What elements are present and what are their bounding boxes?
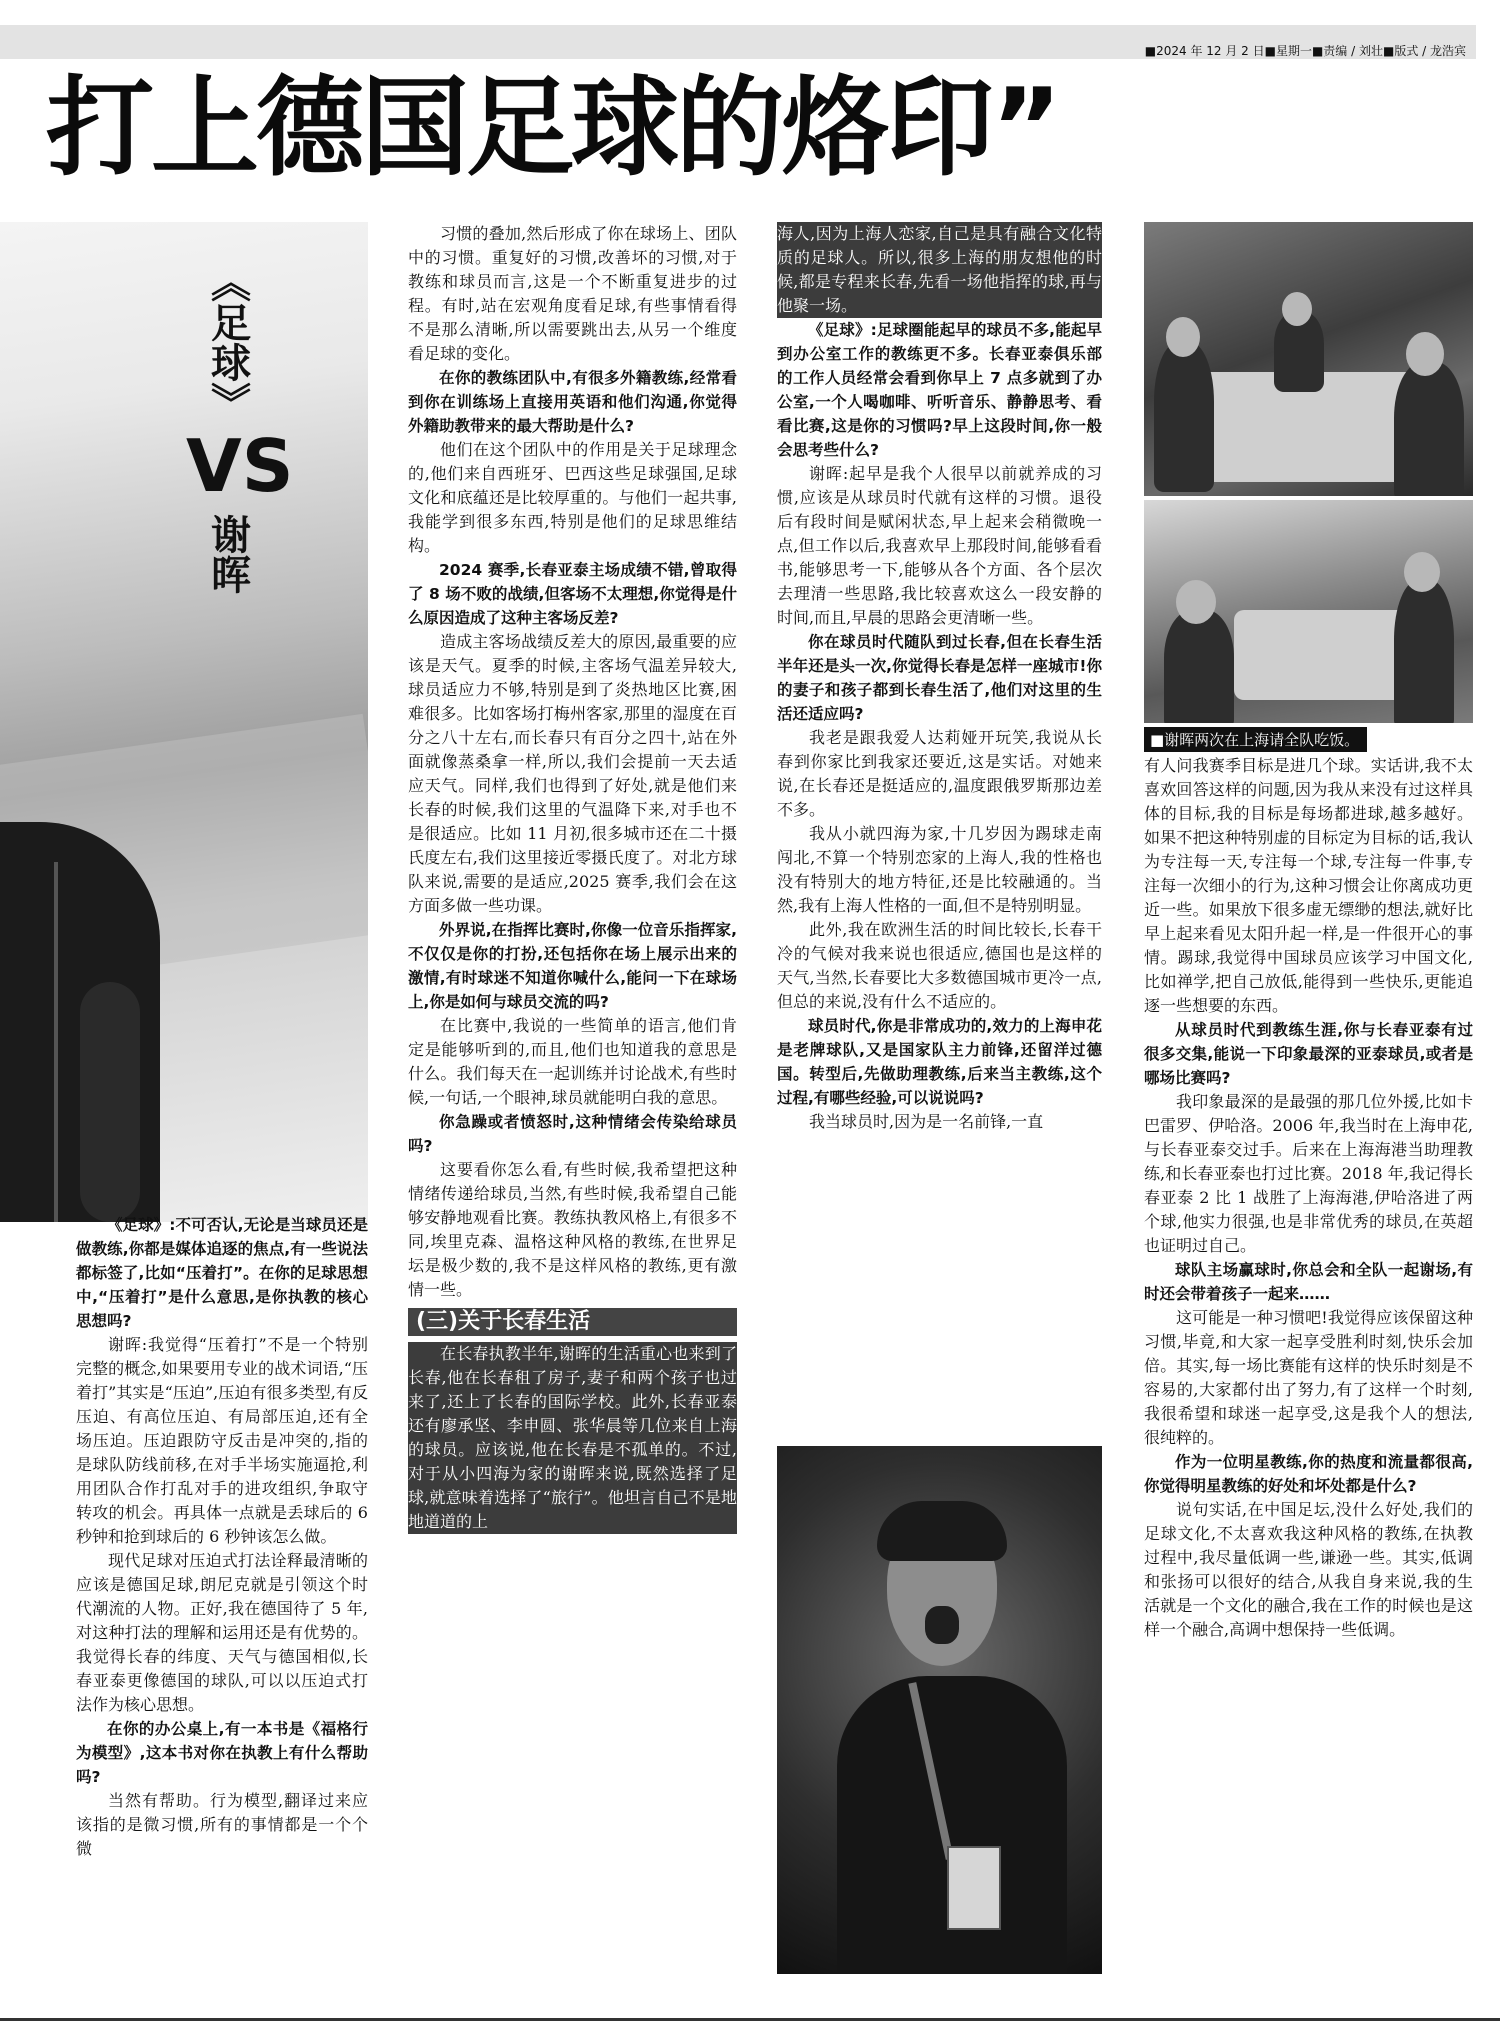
photo-caption: ■谢晖两次在上海请全队吃饭。 — [1144, 727, 1367, 752]
headline: 打上德国足球的烙印” — [46, 66, 1059, 191]
question: 《足球》:不可否认,无论是当球员还是做教练,你都是媒体追逐的焦点,有一些说法都标签了,比如“压着打”。在你的足球思想中,“压着打”是什么意思,是你执教的核心思想吗? — [76, 1216, 368, 1330]
paragraph: 当然有帮助。行为模型,翻译过来应该指的是微习惯,所有的事情都是一个个微 — [76, 1791, 368, 1858]
question: 球队主场赢球时,你总会和全队一起谢场,有时还会带着孩子一起来…… — [1144, 1261, 1473, 1303]
photo-shape — [1166, 317, 1200, 357]
paragraph: 有人问我赛季目标是进几个球。实话讲,我不太喜欢回答这样的问题,因为我从来没有过这样具体的目标,我的目标是每场都进球,越多越好。如果不把这种特别虚的目标定为目标的话,我认为专注每一天,专注每一个球,专注每一件事,专注每一次细小的行为,这种习惯会让你离成功更近一些。如果放下很多虚无缥缈的想法,就好比早上起来看见太阳升起一样,是一件很开心的事情。踢球,我觉得中国球员应该学习中国文化,比如禅学,把自己放低,能得到一些快乐,更能追逐一些想要的东西。 — [1144, 756, 1473, 1015]
section-title: (三)关于长春生活 — [408, 1308, 737, 1336]
answer: 谢晖:我觉得“压着打”不是一个特别完整的概念,如果要用专业的战术词语,“压着打”其实是“压迫”,压迫有很多类型,有反压迫、有高位压迫、有局部压迫,还有全场压迫。压迫跟防守反击是冲突的,指的是球队防线前移,在对手半场实施逼抢,利用团队合作打乱对手的进攻组织,争取守转攻的机会。再具体一点就是丢球后的 6 秒钟和抢到球后的 6 秒钟该怎么做。 — [76, 1335, 368, 1546]
question: 你在球员时代随队到过长春,但在长春生活半年还是头一次,你觉得长春是怎样一座城市!你的妻子和孩子都到长春生活了,他们对这里的生活还适应吗? — [777, 633, 1102, 723]
paragraph: 此外,我在欧洲生活的时间比较长,长春干冷的气候对我来说也很适应,德国也是这样的天气,当然,长春要比大多数德国城市更冷一点,但总的来说,没有什么不适应的。 — [777, 920, 1102, 1011]
paragraph: 我印象最深的是最强的那几位外援,比如卡巴雷罗、伊哈洛。2006 年,我当时在上海申花,与长春亚泰交过手。后来在上海海港当助理教练,和长春亚泰也打过比赛。2018 年,我记得长春亚泰 2 比 1 战胜了上海海港,伊哈洛进了两个球,他实力很强,也是非常优秀的球员,在英超也证明过自己。 — [1144, 1092, 1473, 1255]
column-3 — [777, 222, 1102, 1134]
photo-shape — [877, 1501, 1007, 1561]
photo-shape — [1282, 292, 1312, 326]
question: 你急躁或者愤怒时,这种情绪会传染给球员吗? — [408, 1113, 737, 1155]
vs-top-text: 《足球》 — [204, 262, 251, 422]
dateline: ■2024 年 12 月 2 日■星期一■责编 / 刘壮■版式 / 龙浩宾 — [1144, 44, 1466, 58]
paragraph: 他们在这个团队中的作用是关于足球理念的,他们来自西班牙、巴西这些足球强国,足球文化和底蕴还是比较厚重的。与他们一起共事,我能学到很多东西,特别是他们的足球思维结构。 — [408, 440, 737, 555]
question: 在你的教练团队中,有很多外籍教练,经常看到你在训练场上直接用英语和他们沟通,你觉得外籍助教带来的最大帮助是什么? — [408, 369, 737, 435]
question: 在你的办公桌上,有一本书是《福格行为模型》,这本书对你在执教上有什么帮助吗? — [76, 1720, 368, 1786]
vs-title — [168, 262, 294, 594]
column-4 — [1144, 754, 1473, 1642]
bottom-rule — [0, 2018, 1500, 2021]
paragraph: 造成主客场战绩反差大的原因,最重要的应该是天气。夏季的时候,主客场气温差异较大,球员适应力不够,特别是到了炎热地区比赛,困难很多。比如客场打梅州客家,那里的湿度在百分之八十左右,而长春只有百分之四十,站在外面就像蒸桑拿一样,所以,我们会提前一天去适应天气。同样,我们也得到了好处,就是他们来长春的时候,我们这里的气温降下来,对手也不是很适应。比如 11 月初,很多城市还在二十摄氏度左右,我们这里接近零摄氏度了。对北方球队来说,需要的是适应,2025 赛季,我们会在这方面多做一些功课。 — [408, 632, 737, 915]
photo-shape — [925, 1606, 959, 1644]
coat-zip-shape — [54, 862, 58, 1222]
paragraph: 在比赛中,我说的一些简单的语言,他们肯定是能够听到的,而且,他们也知道我的意思是什么。我们每天在一起训练并讨论战术,有些时候,一句话,一个眼神,球员就能明白我的意思。 — [408, 1016, 737, 1107]
team-dinner-photo-2 — [1144, 500, 1473, 723]
paragraph: 我老是跟我爱人达莉娅开玩笑,我说从长春到你家比到我家还要近,这是实话。对她来说,在长春还是挺适应的,温度跟俄罗斯那边差不多。 — [777, 728, 1102, 819]
paragraph: 我从小就四海为家,十几岁因为踢球走南闯北,不算一个特别恋家的上海人,我的性格也没有特别大的地方特征,还是比较融通的。当然,我有上海人性格的一面,但不是特别明显。 — [777, 824, 1102, 915]
paragraph: 我当球员时,因为是一名前锋,一直 — [809, 1112, 1044, 1131]
photo-shape — [1394, 580, 1454, 723]
team-dinner-photo-1 — [1144, 222, 1473, 496]
coat-sleeve-shape — [80, 982, 140, 1222]
coach-shouting-photo — [777, 1446, 1102, 1974]
column-2 — [408, 222, 737, 1534]
question: 作为一位明星教练,你的热度和流量都很高,你觉得明星教练的好处和坏处都是什么? — [1144, 1453, 1473, 1495]
question: 2024 赛季,长春亚泰主场成绩不错,曾取得了 8 场不败的战绩,但客场不太理想,你觉得是什么原因造成了这种主客场反差? — [408, 561, 737, 627]
paragraph: 这可能是一种习惯吧!我觉得应该保留这种习惯,毕竟,和大家一起享受胜利时刻,快乐会加倍。其实,每一场比赛能有这样的快乐时刻是不容易的,大家都付出了努力,有了这样一个时刻,我很希望和球迷一起享受,这是我个人的想法,很纯粹的。 — [1144, 1308, 1473, 1447]
question: 从球员时代到教练生涯,你与长春亚泰有过很多交集,能说一下印象最深的亚泰球员,或者是哪场比赛吗? — [1144, 1021, 1473, 1087]
photo-shape — [1406, 332, 1444, 376]
vs-mid-text: VS — [186, 424, 294, 508]
paragraph: 习惯的叠加,然后形成了你在球场上、团队中的习惯。重复好的习惯,改善坏的习惯,对于教练和球员而言,这是一个不断重复进步的过程。有时,站在宏观角度看足球,有些事情看得不是那么清晰,所以需要跳出去,从另一个维度看足球的变化。 — [408, 224, 737, 363]
paragraph: 说句实话,在中国足坛,没什么好处,我们的足球文化,不太喜欢我这种风格的教练,在执教过程中,我尽量低调一些,谦逊一些。其实,低调和张扬可以很好的结合,从我自身来说,我的生活就是一个文化的融合,我在工作的时候也是这样一个融合,高调中想保持一些低调。 — [1144, 1500, 1473, 1639]
answer: 谢晖:起早是我个人很早以前就养成的习惯,应该是从球员时代就有这样的习惯。退役后有段时间是赋闲状态,早上起来会稍微晚一点,但工作以后,我喜欢早上那段时间,能够看看书,能够思考一下,能够从各个方面、各个层次去理清一些思路,我比较喜欢这么一段安静的时间,而且,早晨的思路会更清晰一些。 — [777, 464, 1102, 627]
photo-shape — [947, 1846, 1001, 1930]
vs-bottom-text: 谢晖 — [204, 514, 251, 594]
paragraph: 这要看你怎么看,有些时候,我希望把这种情绪传递给球员,当然,有些时候,我希望自己能够安静地观看比赛。教练执教风格上,有很多不同,埃里克森、温格这种风格的教练,在世界足坛是极少数的,我不是这样风格的教练,更有激情一些。 — [408, 1160, 737, 1299]
photo-shape — [1394, 362, 1464, 496]
photo-shape — [1404, 552, 1440, 592]
highlight-paragraph: 海人,因为上海人恋家,自己是具有融合文化特质的足球人。所以,很多上海的朋友想他的时候,都是专程来长春,先看一场他指挥的球,再与他聚一场。 — [777, 222, 1102, 318]
paragraph: 现代足球对压迫式打法诠释最清晰的应该是德国足球,朗尼克就是引领这个时代潮流的人物。正好,我在德国待了 5 年,对这种打法的理解和运用还是有优势的。我觉得长春的纬度、天气与德国相似,长春亚泰更像德国的球队,可以以压迫式打法作为核心思想。 — [76, 1551, 368, 1714]
column-1 — [76, 1213, 368, 1861]
question: 球员时代,你是非常成功的,效力的上海申花是老牌球队,又是国家队主力前锋,还留洋过德国。转型后,先做助理教练,后来当主教练,这个过程,有哪些经验,可以说说吗? — [777, 1017, 1102, 1107]
highlight-paragraph: 在长春执教半年,谢晖的生活重心也来到了长春,他在长春租了房子,妻子和两个孩子也过来了,还上了长春的国际学校。此外,长春亚泰还有廖承坚、李申圆、张华晨等几位来自上海的球员。应该说,他在长春是不孤单的。不过,对于从小四海为家的谢晖来说,既然选择了足球,就意味着选择了“旅行”。他坦言自己不是地地道道的上 — [408, 1342, 737, 1534]
question: 《足球》:足球圈能起早的球员不多,能起早到办公室工作的教练更不多。长春亚泰俱乐部的工作人员经常会看到你早上 7 点多就到了办公室,一个人喝咖啡、听听音乐、静静思考、看看比赛,这是你的习惯吗?早上这段时间,你一般会思考些什么? — [777, 321, 1102, 459]
photo-shape — [1176, 580, 1216, 624]
question: 外界说,在指挥比赛时,你像一位音乐指挥家,不仅仅是你的打扮,还包括你在场上展示出来的激情,有时球迷不知道你喊什么,能问一下在球场上,你是如何与球员交流的吗? — [408, 921, 737, 1011]
photo-shape — [1164, 610, 1234, 723]
photo-shape — [1154, 342, 1214, 492]
